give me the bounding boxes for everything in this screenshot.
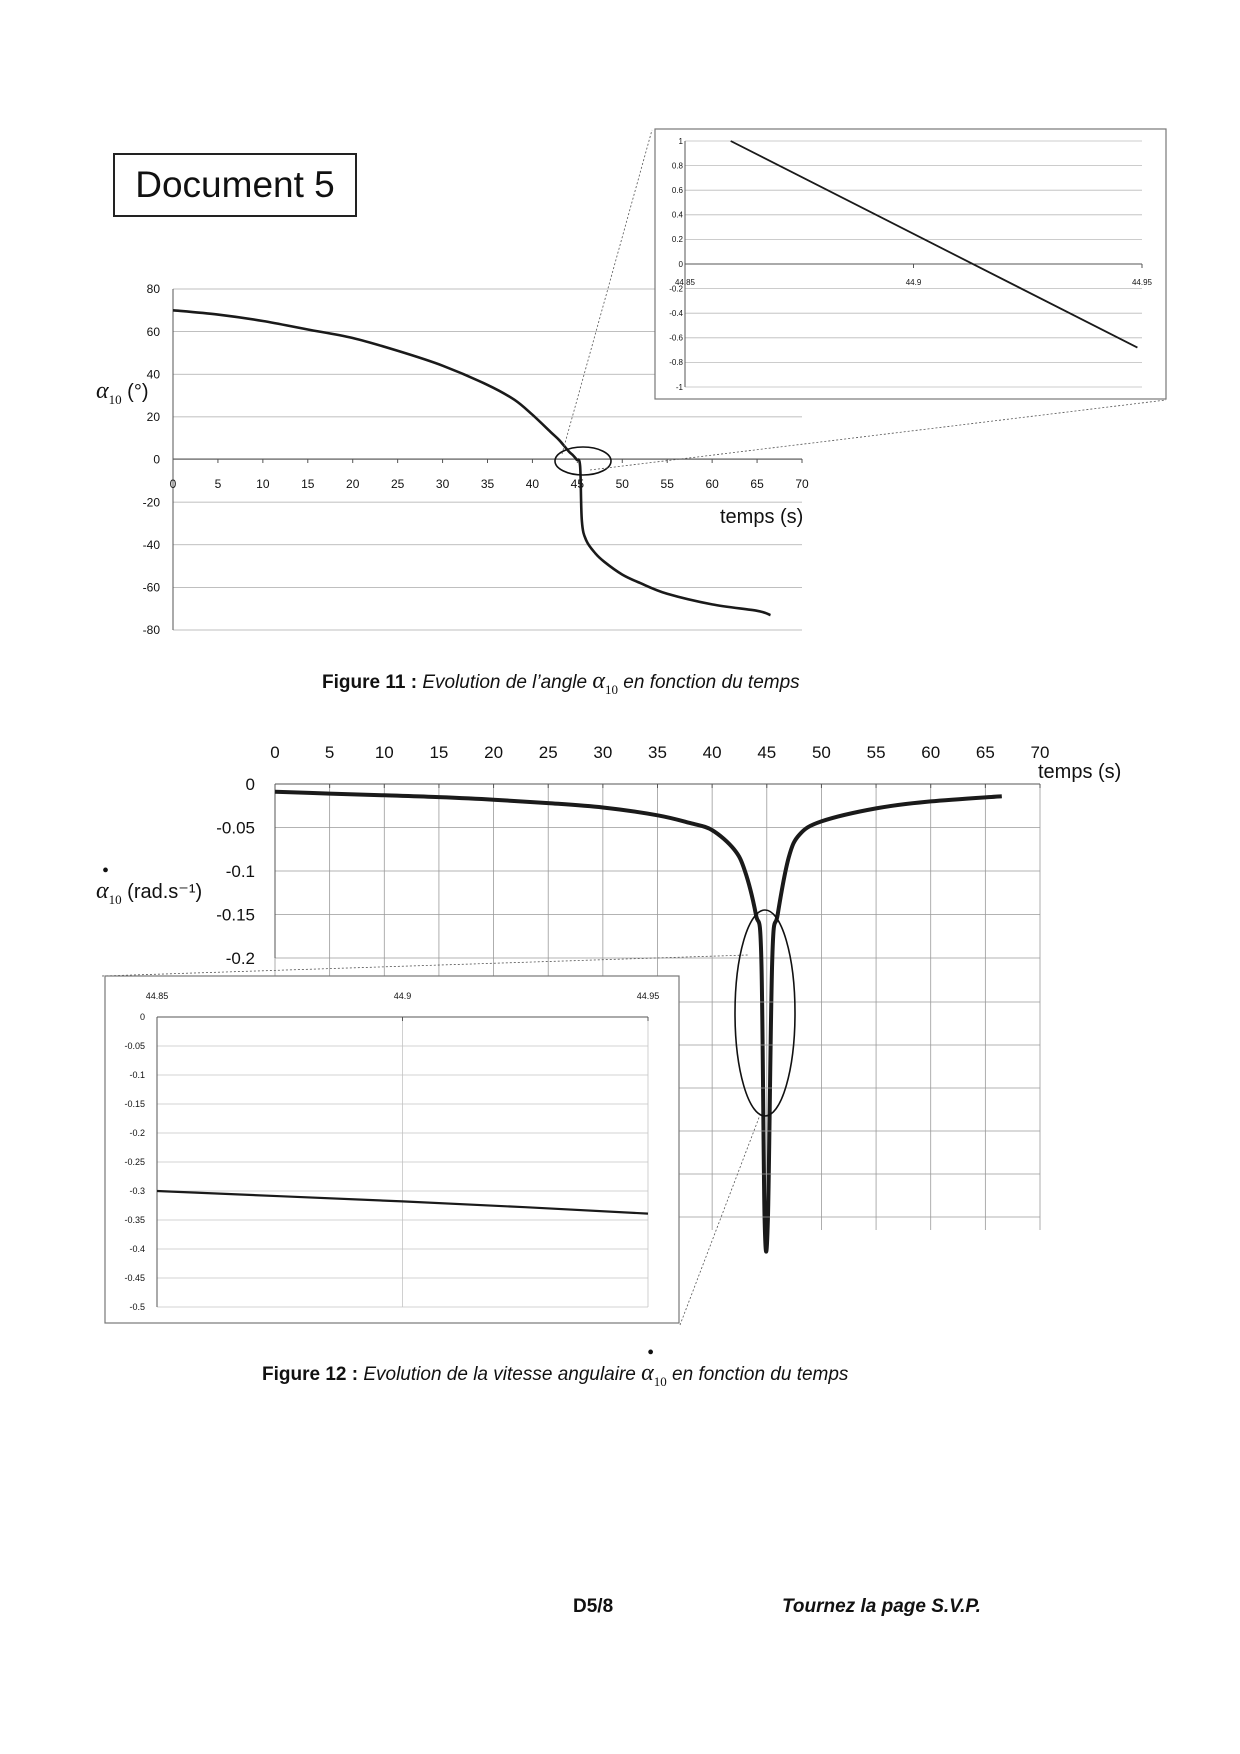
fig11-main-ytick-label: -60 — [142, 580, 160, 595]
fig11-main-ytick-label: 80 — [146, 282, 160, 297]
fig12-zoom-xtick-label: 44.95 — [636, 991, 660, 1001]
footer-page-number: D5/8 — [573, 1596, 614, 1617]
fig12-zoom-ytick-label: -0.25 — [124, 1157, 145, 1168]
fig12-xlabel: temps (s) — [1038, 761, 1122, 783]
fig11-main-ytick-label: -20 — [142, 495, 160, 510]
fig12-main-xtick-label: 10 — [374, 743, 394, 762]
fig11-zoom-ytick-label: 0.6 — [671, 186, 683, 195]
fig11-main-xtick-label: 55 — [660, 477, 674, 491]
fig12-main-xtick-label: 70 — [1030, 743, 1050, 762]
fig11-zoom-ytick-label: -0.8 — [669, 358, 683, 368]
fig11-main-xtick-label: 15 — [301, 477, 315, 491]
fig12-ylabel-unit: (rad.s⁻¹) — [127, 881, 203, 903]
fig11-main-xtick-label: 35 — [480, 477, 495, 491]
fig12-main-xtick-label: 20 — [484, 743, 504, 762]
fig12-zoom-ytick-label: -0.4 — [129, 1244, 145, 1255]
fig12-main-xtick-label: 60 — [921, 743, 941, 762]
fig11-zoom-chart — [0, 0, 1240, 700]
fig12-main-xtick-label: 0 — [270, 743, 280, 762]
fig11-main-xtick-label: 30 — [435, 477, 450, 491]
fig12-main-ytick-label: -0.15 — [216, 905, 255, 925]
fig11-main-xtick-label: 40 — [525, 477, 540, 491]
fig12-zoom-xtick-label: 44.85 — [145, 991, 169, 1001]
fig12-main-ytick-label: -0.1 — [225, 861, 255, 881]
fig11-main-ytick-label: 60 — [146, 324, 160, 339]
fig11-zoom-ytick-label: 0 — [678, 259, 683, 269]
fig12-zoom-ytick-label: -0.15 — [124, 1099, 145, 1110]
fig12-zoom-xtick-label: 44.9 — [393, 991, 412, 1001]
fig11-zoom-ytick-label: -0.6 — [669, 333, 683, 343]
fig11-caption-symbol: $\alpha_{10}$ — [592, 668, 618, 697]
fig12-zoom-ytick-label: -0.35 — [124, 1215, 145, 1226]
fig11-main-ytick-label: -80 — [142, 623, 160, 638]
fig12-zoom-frame — [105, 976, 679, 1323]
fig12-caption-label: Figure 12 : — [262, 1364, 359, 1385]
fig11-main-ytick-label: 0 — [153, 452, 160, 467]
footer-turn-page: Tournez la page S.V.P. — [782, 1596, 981, 1617]
fig11-zoom-ytick-label: 1 — [678, 136, 683, 146]
fig11-main-xtick-label: 50 — [615, 477, 629, 491]
fig11-main-xtick-label: 20 — [346, 477, 360, 491]
fig12-zoom-ytick-label: -0.05 — [124, 1041, 145, 1052]
fig11-main-xtick-label: 65 — [750, 477, 764, 491]
fig12-caption-text: Evolution de la vitesse angulaire — [363, 1364, 636, 1385]
fig12-zoom-ytick-label: -0.5 — [129, 1302, 145, 1313]
fig11-main-ytick-label: 20 — [146, 410, 160, 425]
fig11-zoom-xtick-label: 44.85 — [674, 278, 696, 287]
fig11-zoom-ytick-label: -1 — [675, 382, 683, 392]
fig12-main-xtick-label: 45 — [757, 743, 777, 762]
fig12-main-xtick-label: 25 — [538, 743, 558, 762]
fig11-zoom-ytick-label: 0.4 — [671, 210, 683, 220]
fig12-zoom-ytick-label: -0.45 — [124, 1273, 145, 1284]
fig12-zoom-ytick-label: -0.2 — [129, 1128, 145, 1139]
fig11-ylabel-unit: (°) — [127, 381, 149, 403]
fig12-caption-text-end: en fonction du temps — [672, 1364, 849, 1385]
fig11-zoom-ytick-label: 0.8 — [671, 161, 683, 171]
fig12-zoom-ytick-label: -0.1 — [129, 1070, 145, 1081]
fig11-zoom-ytick-label: -0.2 — [669, 284, 683, 294]
fig11-zoom-xtick-label: 44.9 — [905, 278, 922, 287]
fig12-main-xtick-label: 40 — [702, 743, 722, 762]
fig11-main-ytick-label: -40 — [142, 537, 160, 552]
fig12-main-ytick-label: -0.2 — [225, 948, 255, 968]
fig12-main-xtick-label: 50 — [811, 743, 831, 762]
fig12-ylabel-symbol: • $\alpha_{10}$ — [96, 860, 122, 907]
fig12-zoom-chart — [0, 700, 1240, 1350]
fig11-main-xtick-label: 45 — [570, 477, 585, 491]
fig11-zoom-ytick-label: 0.2 — [671, 235, 683, 245]
fig12-main-xtick-label: 30 — [593, 743, 613, 762]
fig12-zoom-ytick-label: -0.3 — [129, 1186, 145, 1197]
fig12-main-ytick-label: -0.05 — [216, 818, 255, 838]
fig11-zoom-ytick-label: -0.4 — [669, 309, 683, 318]
fig11-caption — [322, 668, 800, 698]
fig12-main-xtick-label: 65 — [975, 743, 995, 762]
fig12-zoom-ytick-label: 0 — [139, 1012, 145, 1023]
fig12-main-xtick-label: 15 — [429, 743, 449, 762]
fig11-xlabel: temps (s) — [720, 506, 804, 528]
fig11-caption-text-end: en fonction du temps — [623, 672, 800, 693]
document-title: Document 5 — [113, 153, 357, 217]
fig12-main-xtick-label: 5 — [324, 743, 335, 762]
fig11-ylabel-symbol: $\alpha_{10}$ — [96, 378, 122, 407]
fig11-main-ytick-label: 40 — [146, 367, 160, 382]
fig12-main-xtick-label: 55 — [866, 743, 886, 762]
fig11-main-xtick-label: 0 — [169, 477, 177, 491]
fig12-caption-symbol: • $\alpha_{10}$ — [641, 1342, 667, 1389]
fig12-main-xtick-label: 35 — [648, 743, 667, 762]
fig12-main-ytick-label: 0 — [245, 774, 255, 794]
fig11-main-xtick-label: 10 — [256, 477, 270, 491]
fig11-main-xtick-label: 60 — [705, 477, 719, 491]
fig11-main-xtick-label: 70 — [795, 477, 809, 491]
fig12-caption — [262, 1342, 849, 1390]
fig11-caption-label: Figure 11 : — [322, 672, 418, 693]
fig11-caption-text: Evolution de l’angle — [422, 672, 588, 693]
fig11-zoom-xtick-label: 44.95 — [1131, 278, 1153, 287]
fig11-main-xtick-label: 25 — [390, 477, 405, 491]
fig11-main-xtick-label: 5 — [214, 477, 222, 491]
